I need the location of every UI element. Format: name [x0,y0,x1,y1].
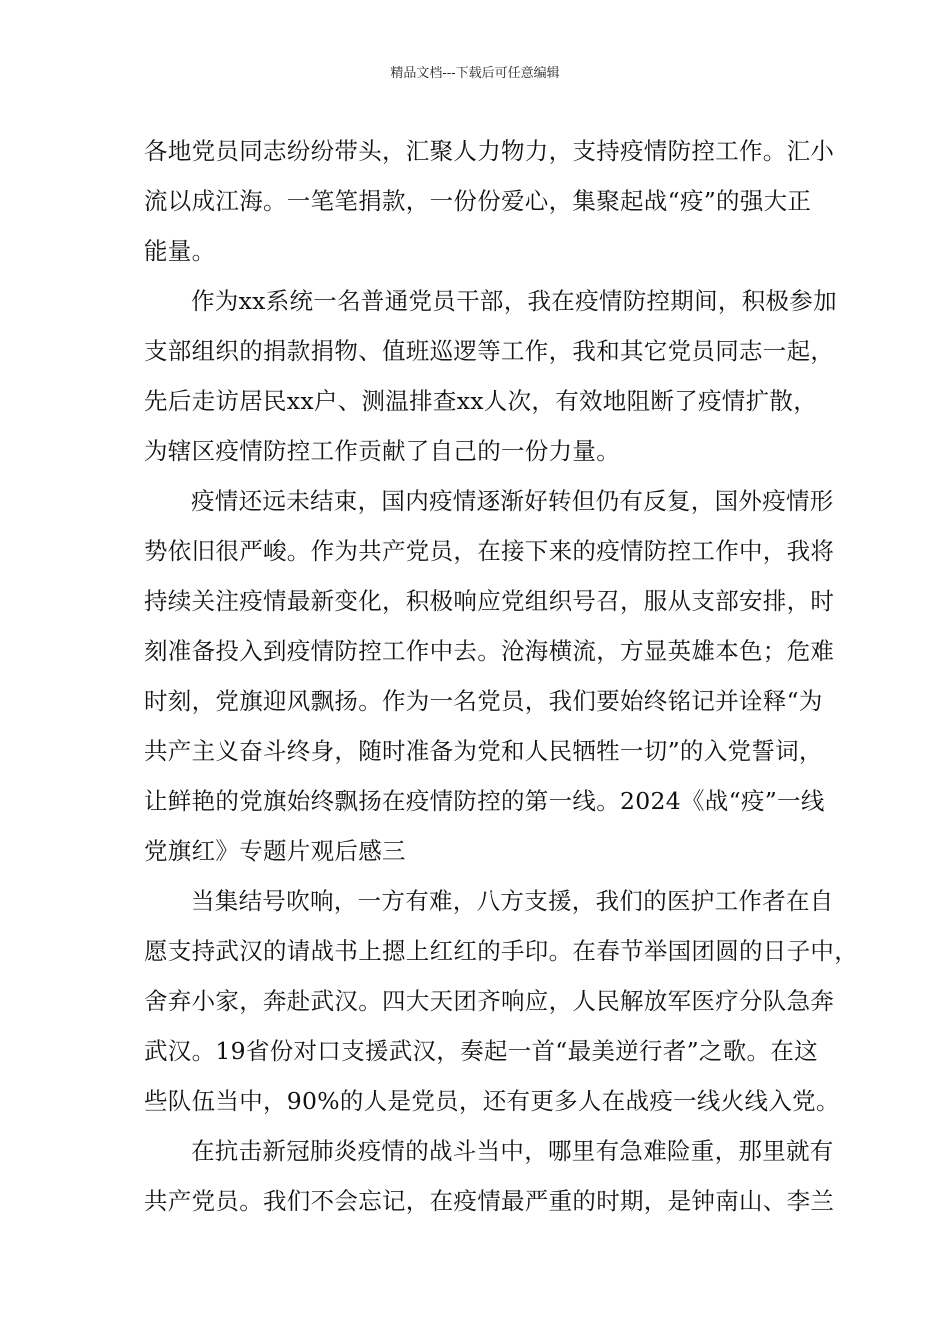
page-header: 精品文档---下载后可任意编辑 [390,66,560,81]
text-line: 共产主义奋斗终身，随时准备为党和人民牺牲一切”的入党誓词， [144,737,823,765]
text-line: 武汉。19省份对口支援武汉，奏起一首“最美逆行者”之歌。在这 [144,1037,818,1065]
text-line: 各地党员同志纷纷带头，汇聚人力物力，支持疫情防控工作。汇小 [144,137,835,165]
paragraph-2 [144,276,837,476]
text-line: 能量。 [144,237,216,265]
text-line: 共产党员。我们不会忘记，在疫情最严重的时期，是钟南山、李兰 [144,1187,835,1215]
text-line: 先后走访居民xx户、测温排查xx人次，有效地阻断了疫情扩散， [144,387,818,415]
text-line: 时刻，党旗迎风飘扬。作为一名党员，我们要始终铭记并诠释“为 [144,687,823,715]
text-line: 刻准备投入到疫情防控工作中去。沧海横流，方显英雄本色；危难 [144,637,835,665]
text-line: 流以成江海。一笔笔捐款，一份份爱心，集聚起战“疫”的强大正 [144,187,812,215]
text-line: 势依旧很严峻。作为共产党员，在接下来的疫情防控工作中，我将 [144,537,835,565]
text-line: 为辖区疫情防控工作贡献了自己的一份力量。 [144,437,620,465]
paragraph-1 [144,126,835,276]
text-line: 党旗红》专题片观后感三 [144,837,406,865]
text-line: 愿支持武汉的请战书上摁上红红的手印。在春节举国团圆的日子中， [144,937,858,965]
paragraph-3 [144,476,835,876]
text-line: 在抗击新冠肺炎疫情的战斗当中，哪里有急难险重，那里就有 [191,1137,834,1165]
text-line: 些队伍当中，90%的人是党员，还有更多人在战疫一线火线入党。 [144,1087,840,1115]
text-line: 作为xx系统一名普通党员干部，我在疫情防控期间，积极参加 [191,287,837,315]
text-line: 支部组织的捐款捐物、值班巡逻等工作，我和其它党员同志一起， [144,337,835,365]
paragraph-4 [144,876,858,1126]
text-line: 舍弃小家，奔赴武汉。四大天团齐响应，人民解放军医疗分队急奔 [144,987,835,1015]
document-body [144,126,858,1226]
paragraph-5 [144,1126,835,1226]
text-line: 疫情还远未结束，国内疫情逐渐好转但仍有反复，国外疫情形 [191,487,834,515]
text-line: 持续关注疫情最新变化，积极响应党组织号召，服从支部安排，时 [144,587,835,615]
text-line: 当集结号吹响，一方有难，八方支援，我们的医护工作者在自 [191,887,834,915]
text-line: 让鲜艳的党旗始终飘扬在疫情防控的第一线。2024《战“疫”一线 [144,787,825,815]
